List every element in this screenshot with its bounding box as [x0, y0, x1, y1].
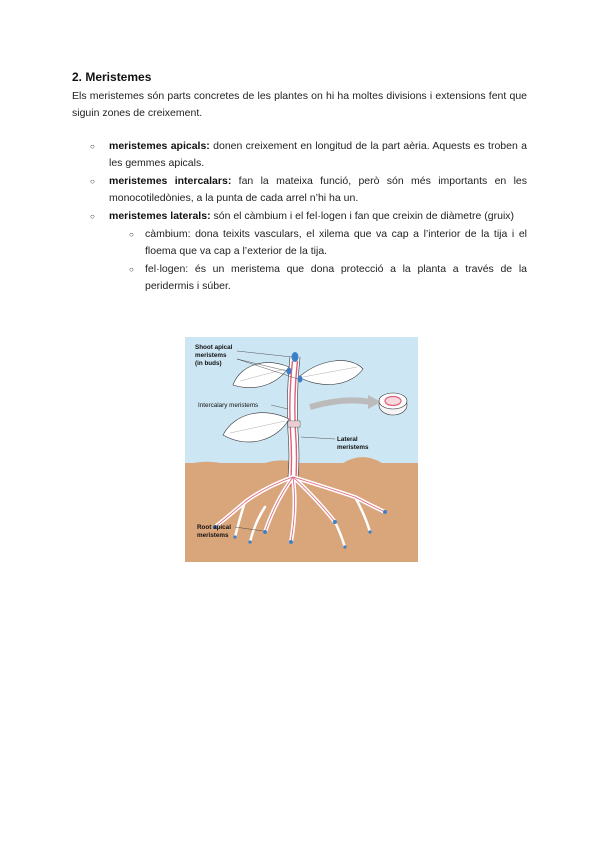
intro-paragraph: Els meristemes són parts concretes de les plantes on hi ha moltes divisions i extensions fent que siguin zones de creixement.: [72, 90, 527, 119]
root-tip: [368, 530, 371, 533]
label-shoot-apical-2: meristems: [195, 352, 227, 359]
label-lateral-2: meristems: [337, 444, 369, 451]
apical-bud-top: [292, 352, 299, 362]
axillary-bud-right: [298, 376, 303, 383]
label-root-apical-2: meristems: [197, 532, 229, 539]
term-apicals: meristemes apicals:: [109, 140, 210, 152]
intercalary-tissue: [289, 422, 299, 426]
list-item-laterals: [72, 208, 527, 295]
root-tip: [343, 545, 346, 548]
lateral-meristem-ring: [385, 397, 401, 406]
label-shoot-apical-1: Shoot apical: [195, 344, 233, 351]
meristem-diagram: [185, 337, 418, 562]
term-intercalars: meristemes intercalars:: [109, 175, 232, 187]
root-tip: [333, 520, 337, 524]
root-tip: [289, 540, 293, 544]
lateral-sublist: [109, 226, 527, 295]
root-tip: [263, 530, 267, 534]
label-lateral-1: Lateral: [337, 436, 358, 443]
sublist-item-cambium: ○ càmbium: dona teixits vasculars, el xilema que va cap a l’interior de la tija i el floema que va cap a l’exterior de la tija.: [109, 226, 527, 260]
section-heading: 2. Meristemes: [72, 70, 152, 84]
root-tip: [248, 540, 251, 543]
desc-intercalars: fan la mateixa funció, però són més importants en les monocotiledònies, a la punta de cada arrel n’hi ha un.: [109, 175, 528, 204]
sublist-item-fellogen: ○ fel·logen: és un meristema que dona protecció a la planta a través de la peridermis i súber.: [109, 261, 527, 295]
plant-illustration: [185, 337, 418, 562]
label-root-apical-1: Root apical: [197, 524, 231, 531]
desc-apicals: donen creixement en longitud de la part aèria. Aquests es troben a les gemmes apicals.: [109, 140, 527, 169]
meristem-list: [72, 138, 527, 295]
root-tip: [383, 510, 387, 514]
desc-laterals: són el càmbium i el fel·logen i fan que creixin de diàmetre (gruix): [210, 210, 515, 222]
list-item-intercalars: [72, 173, 527, 207]
axillary-bud-left: [287, 368, 292, 375]
root-tip: [233, 535, 236, 538]
label-shoot-apical-3: (in buds): [195, 360, 222, 367]
label-intercalary: Intercalary meristems: [198, 402, 259, 409]
list-item-apicals: [72, 138, 527, 172]
document-page: [72, 70, 527, 296]
term-laterals: meristemes laterals:: [109, 210, 211, 222]
